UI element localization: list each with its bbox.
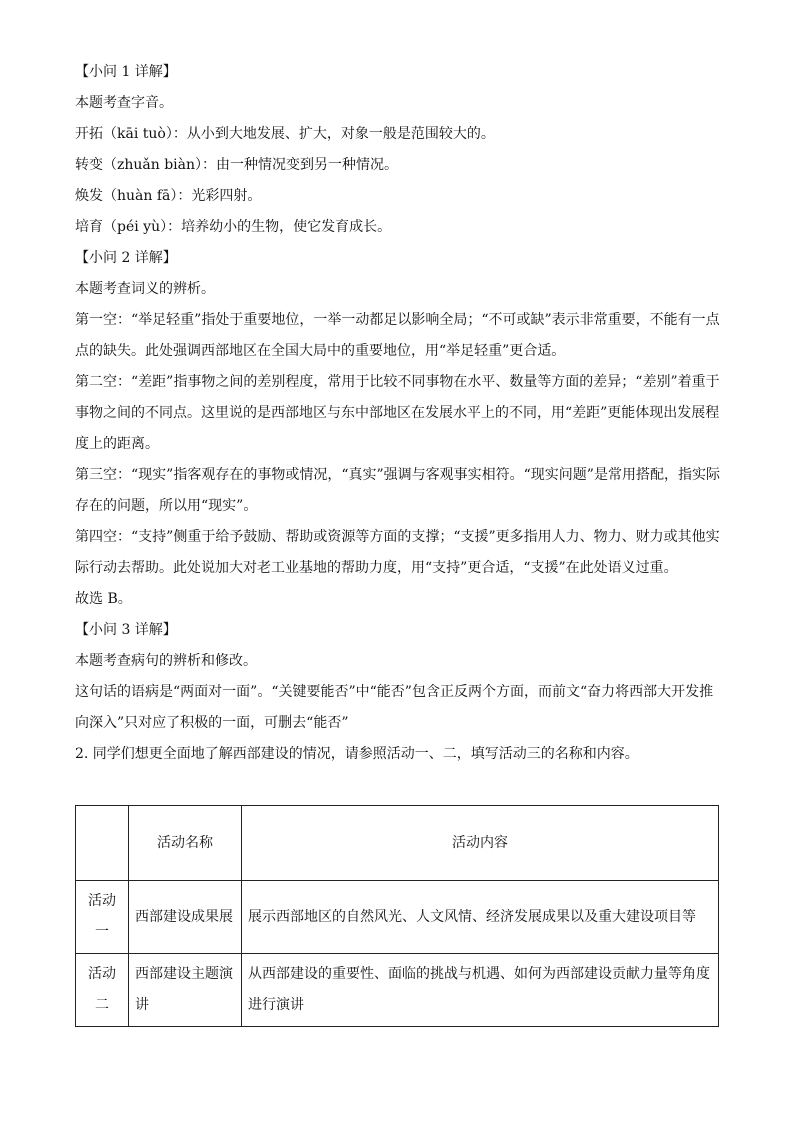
blank4-explanation: 第四空：“支持”侧重于给予鼓励、帮助或资源等方面的支撑；“支援”更多指用人力、物力、财力或其他实际行动去帮助。此处说加大对老工业基地的帮助力度，用“支持”更合适，“支援”在此处语义过重。 [75, 529, 720, 576]
section3-body: 这句话的语病是“两面对一面”。“关键要能否”中“能否”包含正反两个方面，而前文“奋力将西部大开发推向深入”只对应了积极的一面，可删去“能否” [75, 684, 714, 731]
section2-intro: 本题考查词义的辨析。 [75, 281, 215, 297]
pinyin-item-peiyu: 培育（péi yù）：培养幼小的生物，使它发育成长。 [75, 219, 392, 235]
section1-heading: 【小问 1 详解】 [75, 64, 177, 80]
table-header-row [76, 806, 719, 881]
answer-explanation [75, 62, 720, 770]
pinyin-item-huanfa: 焕发（huàn fā）：光彩四射。 [75, 188, 262, 204]
blank3-explanation: 第三空：“现实”指客观存在的事物或情况，“真实”强调与客观事实相符。“现实问题”是常用搭配，指实际存在的问题，所以用“现实”。 [75, 467, 720, 514]
section2-heading: 【小问 2 详解】 [75, 250, 177, 266]
table-cell-content: 从西部建设的重要性、面临的挑战与机遇、如何为西部建设贡献力量等角度进行演讲 [242, 954, 719, 1027]
table-cell-content: 展示西部地区的自然风光、人文风情、经济发展成果以及重大建设项目等 [242, 881, 719, 954]
table-row [76, 881, 719, 954]
activity-table [75, 805, 719, 1027]
table-cell-name: 西部建设成果展 [129, 881, 242, 954]
table-header-cell [76, 806, 129, 881]
table-cell-activity: 活动二 [76, 954, 129, 1027]
section3-intro: 本题考查病句的辨析和修改。 [75, 653, 257, 669]
section1-intro: 本题考查字音。 [75, 95, 173, 111]
table-cell-name: 西部建设主题演讲 [129, 954, 242, 1027]
table-row [76, 954, 719, 1027]
blank1-explanation: 第一空：“举足轻重”指处于重要地位，一举一动都足以影响全局；“不可或缺”表示非常重要，不能有一点点的缺失。此处强调西部地区在全国大局中的重要地位，用“举足轻重”更合适。 [75, 312, 720, 359]
section3-heading: 【小问 3 详解】 [75, 622, 177, 638]
pinyin-item-zhuanbian: 转变（zhuǎn biàn）：由一种情况变到另一种情况。 [75, 157, 399, 173]
table-header-cell: 活动内容 [242, 806, 719, 881]
answer-choice: 故选 B。 [75, 591, 132, 607]
table-cell-activity: 活动一 [76, 881, 129, 954]
table-header-cell: 活动名称 [129, 806, 242, 881]
question2-prompt: 2. 同学们想更全面地了解西部建设的情况，请参照活动一、二，填写活动三的名称和内容。 [75, 746, 639, 762]
pinyin-item-kaituo: 开拓（kāi tuò）：从小到大地发展、扩大，对象一般是范围较大的。 [75, 126, 495, 142]
blank2-explanation: 第二空：“差距”指事物之间的差别程度，常用于比较不同事物在水平、数量等方面的差异；“差别”着重于事物之间的不同点。这里说的是西部地区与东中部地区在发展水平上的不同，用“差距”更能体现出发展程度上的距离。 [75, 374, 720, 452]
